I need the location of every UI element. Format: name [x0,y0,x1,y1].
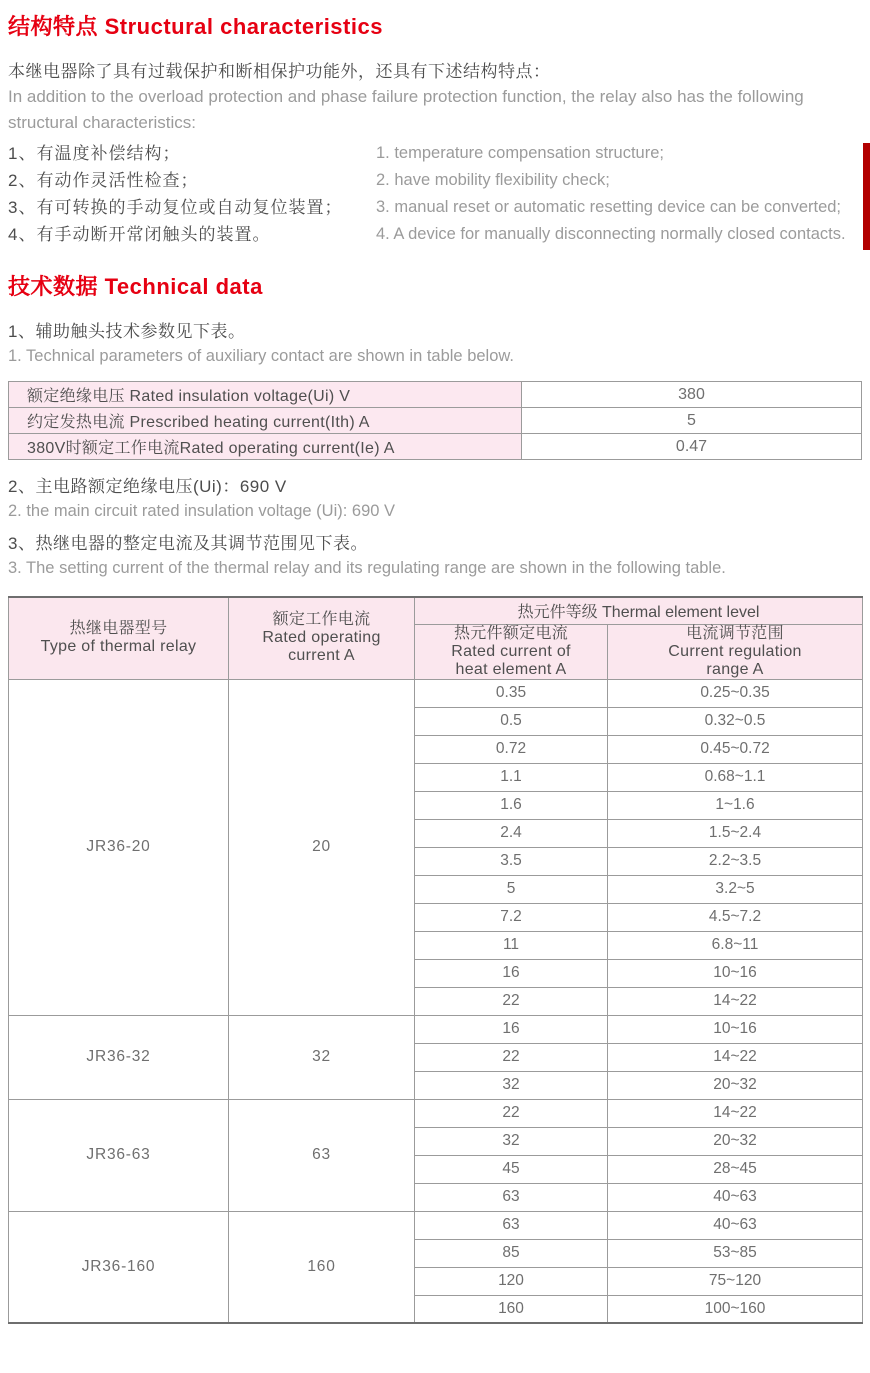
header-line: current A [288,647,355,665]
header-line: heat element A [455,660,567,678]
regulation-range-cell: 0.32~0.5 [608,707,863,735]
structural-intro [8,60,864,136]
note-setting-current [8,532,862,580]
relay-type-cell: JR36-32 [9,1015,229,1099]
table-row [9,408,862,434]
structural-characteristics-heading: 结构特点 Structural characteristics [8,14,383,39]
relay-type-cell: JR36-63 [9,1099,229,1211]
element-current-cell: 0.35 [415,679,608,707]
rated-current-cell: 63 [229,1099,415,1211]
feature-zh-4: 4、有手动断开常闭触头的装置。 [8,225,271,244]
column-group-thermal-element-level: 热元件等级 Thermal element level [415,597,863,624]
element-current-cell: 2.4 [415,819,608,847]
page-edge-marker [863,143,870,250]
thermal-setting-table-body [9,679,863,1323]
aux-row-value: 380 [522,382,862,408]
feature-list [8,140,862,248]
regulation-range-cell: 10~16 [608,959,863,987]
header-line: 热元件额定电流 [453,624,569,642]
feature-zh-3: 3、有可转换的手动复位或自动复位装置； [8,198,343,217]
feature-zh-1: 1、有温度补偿结构； [8,144,181,163]
regulation-range-cell: 4.5~7.2 [608,903,863,931]
header-line: Current regulation [668,642,802,660]
rated-current-cell: 20 [229,679,415,1015]
note3-en: 3. The setting current of the thermal relay and its regulating range are shown in the following table. [8,559,726,577]
element-current-cell: 16 [415,959,608,987]
table-row [9,434,862,460]
feature-list-zh [8,140,376,248]
regulation-range-cell: 0.25~0.35 [608,679,863,707]
regulation-range-cell: 75~120 [608,1267,863,1295]
element-current-cell: 22 [415,987,608,1015]
feature-en-4: 4. A device for manually disconnecting normally closed contacts. [376,225,846,243]
note2-zh: 2、主电路额定绝缘电压(Ui)：690 V [8,477,287,496]
element-current-cell: 7.2 [415,903,608,931]
table-row [9,382,862,408]
element-current-cell: 22 [415,1043,608,1071]
feature-en-2: 2. have mobility flexibility check; [376,171,610,189]
regulation-range-cell: 20~32 [608,1127,863,1155]
note1-en: 1. Technical parameters of auxiliary contact are shown in table below. [8,347,514,365]
regulation-range-cell: 28~45 [608,1155,863,1183]
element-current-cell: 11 [415,931,608,959]
regulation-range-cell: 0.45~0.72 [608,735,863,763]
table-row [9,1099,863,1127]
aux-row-value: 5 [522,408,862,434]
element-current-cell: 1.6 [415,791,608,819]
feature-zh-2: 2、有动作灵活性检查； [8,171,199,190]
note3-zh: 3、热继电器的整定电流及其调节范围见下表。 [8,534,368,553]
note-main-circuit-voltage [8,475,862,523]
regulation-range-cell: 3.2~5 [608,875,863,903]
regulation-range-cell: 1.5~2.4 [608,819,863,847]
element-current-cell: 0.72 [415,735,608,763]
regulation-range-cell: 40~63 [608,1183,863,1211]
element-current-cell: 32 [415,1071,608,1099]
regulation-range-cell: 0.68~1.1 [608,763,863,791]
regulation-range-cell: 10~16 [608,1015,863,1043]
structural-intro-en: In addition to the overload protection and phase failure protection function, the relay also has the following structural characteristics: [8,87,804,132]
element-current-cell: 1.1 [415,763,608,791]
element-current-cell: 16 [415,1015,608,1043]
table-row [9,1211,863,1239]
regulation-range-cell: 2.2~3.5 [608,847,863,875]
note1-zh: 1、辅助触头技术参数见下表。 [8,322,246,341]
thermal-setting-table [8,596,863,1324]
element-current-cell: 32 [415,1127,608,1155]
note-auxiliary-contact [8,320,862,368]
feature-list-en [376,140,862,248]
element-current-cell: 120 [415,1267,608,1295]
element-current-cell: 63 [415,1211,608,1239]
header-line: range A [706,660,764,678]
relay-type-cell: JR36-20 [9,679,229,1015]
element-current-cell: 22 [415,1099,608,1127]
header-row-1 [9,597,863,624]
regulation-range-cell: 20~32 [608,1071,863,1099]
rated-current-cell: 160 [229,1211,415,1323]
auxiliary-contact-table [8,381,862,460]
element-current-cell: 45 [415,1155,608,1183]
header-line: 热继电器型号 [69,620,168,638]
header-line: Rated current of [451,642,571,660]
column-header-element-current [415,624,608,679]
header-line: Rated operating [262,629,381,647]
regulation-range-cell: 1~1.6 [608,791,863,819]
regulation-range-cell: 14~22 [608,987,863,1015]
feature-en-1: 1. temperature compensation structure; [376,144,664,162]
aux-row-label: 约定发热电流 Prescribed heating current(Ith) A [9,408,522,434]
regulation-range-cell: 100~160 [608,1295,863,1323]
regulation-range-cell: 14~22 [608,1043,863,1071]
element-current-cell: 3.5 [415,847,608,875]
regulation-range-cell: 53~85 [608,1239,863,1267]
element-current-cell: 5 [415,875,608,903]
table-row [9,679,863,707]
note2-en: 2. the main circuit rated insulation voltage (Ui): 690 V [8,502,396,520]
relay-type-cell: JR36-160 [9,1211,229,1323]
feature-en-3: 3. manual reset or automatic resetting device can be converted; [376,198,842,216]
header-line: 电流调节范围 [686,624,784,642]
element-current-cell: 63 [415,1183,608,1211]
regulation-range-cell: 40~63 [608,1211,863,1239]
regulation-range-cell: 14~22 [608,1099,863,1127]
column-header-rated-current [229,597,415,679]
aux-row-value: 0.47 [522,434,862,460]
structural-intro-zh: 本继电器除了具有过载保护和断相保护功能外，还具有下述结构特点： [8,62,551,81]
header-line: Type of thermal relay [40,638,197,656]
element-current-cell: 0.5 [415,707,608,735]
header-line: 额定工作电流 [272,611,371,629]
regulation-range-cell: 6.8~11 [608,931,863,959]
column-header-type [9,597,229,679]
table-row [9,1015,863,1043]
column-header-regulation-range [608,624,863,679]
aux-row-label: 380V时额定工作电流Rated operating current(Ie) A [9,434,522,460]
aux-row-label: 额定绝缘电压 Rated insulation voltage(Ui) V [9,382,522,408]
element-current-cell: 85 [415,1239,608,1267]
element-current-cell: 160 [415,1295,608,1323]
technical-data-heading: 技术数据 Technical data [8,274,263,299]
thermal-setting-table-header [9,597,863,679]
rated-current-cell: 32 [229,1015,415,1099]
